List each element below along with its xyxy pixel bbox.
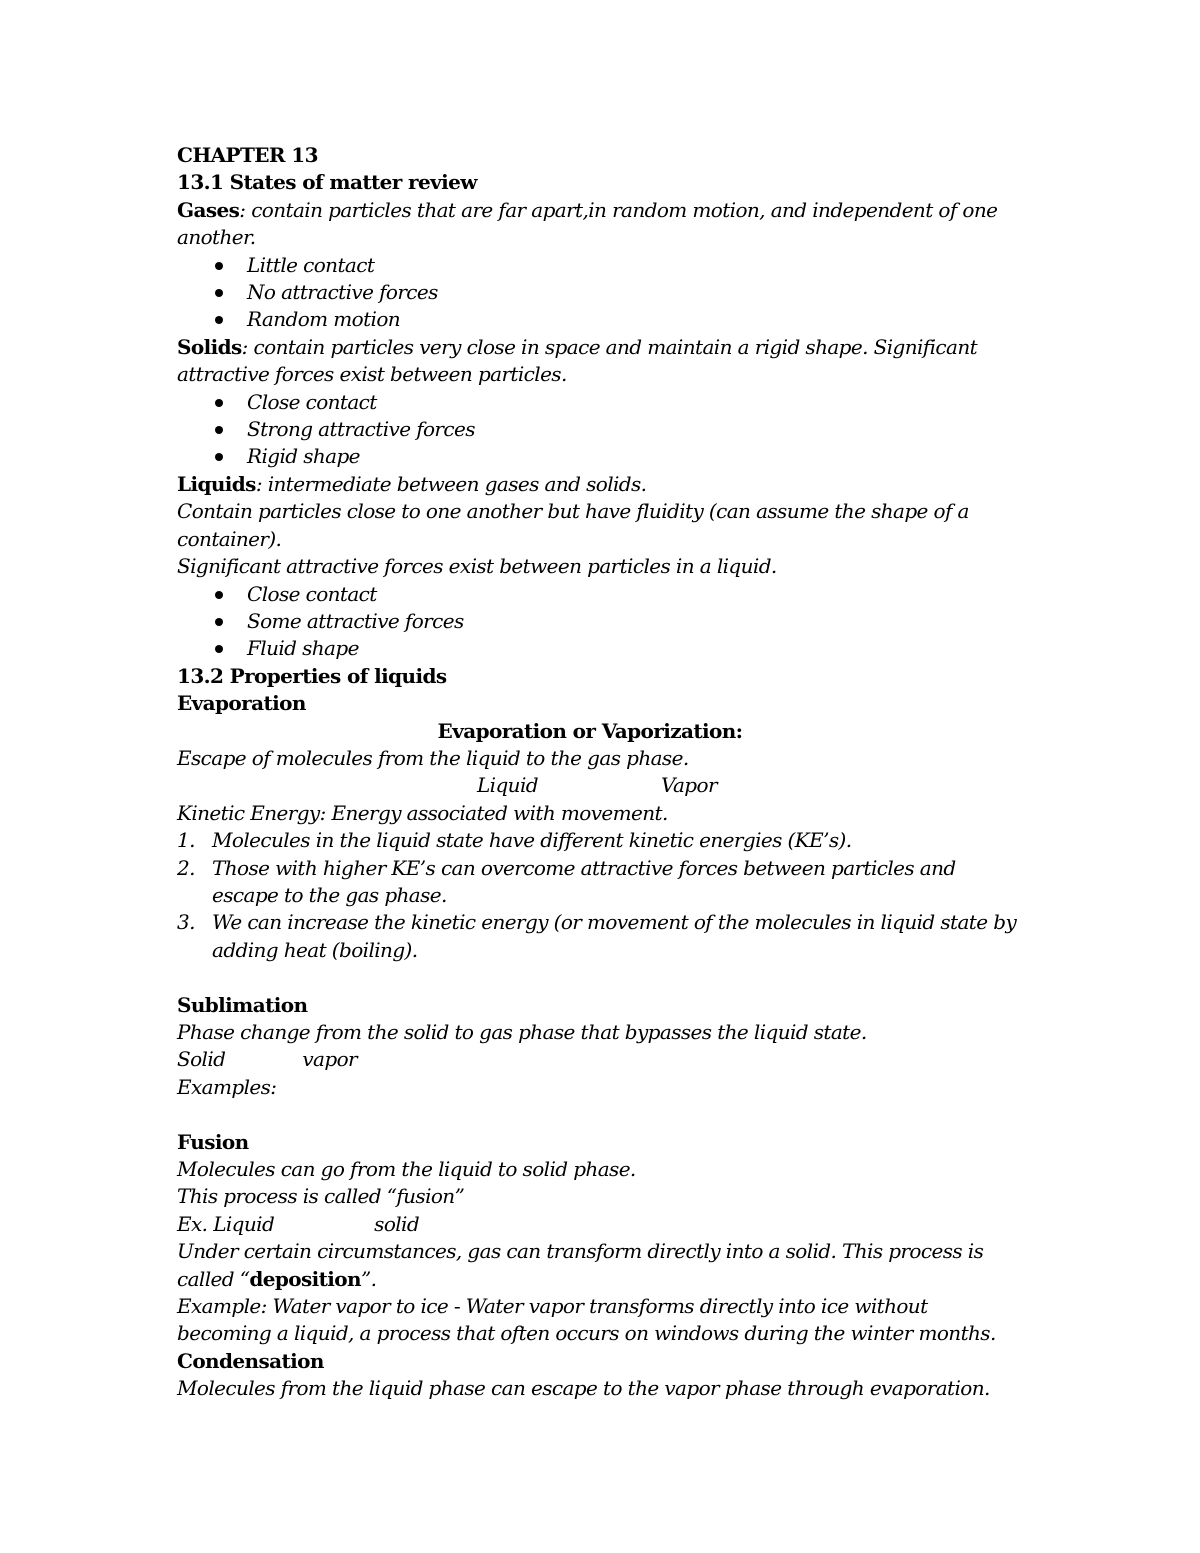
chapter-title: CHAPTER 13 xyxy=(177,143,318,167)
solids-definition xyxy=(177,334,1037,361)
bullet-item xyxy=(177,306,1037,333)
numbered-item xyxy=(177,827,1037,854)
bullet-text: Some attractive forces xyxy=(247,608,464,633)
evaporation-centered-heading: Evaporation or Vaporization: xyxy=(437,718,743,743)
bullet-item xyxy=(177,252,1037,279)
bullet-item xyxy=(177,389,1037,416)
bullet-icon xyxy=(215,618,223,626)
evaporation-equation xyxy=(177,772,1037,799)
item-number: 2. xyxy=(177,855,195,880)
fusion-equation xyxy=(177,1211,1037,1238)
bullet-text: Strong attractive forces xyxy=(247,417,475,442)
sublimation-equation xyxy=(177,1046,1037,1073)
bullet-icon xyxy=(215,262,223,270)
fusion-text: This process is called “fusion” xyxy=(177,1184,465,1209)
numbered-item xyxy=(177,909,1037,964)
deposition-text-continued xyxy=(177,1266,1037,1293)
liquids-paragraph: Contain particles close to one another but have fluidity (can assume the shape of a xyxy=(177,499,969,524)
gases-def-text: : contain particles that are far apart,in random motion, and independent of one xyxy=(239,197,998,222)
sublimation-examples: Examples: xyxy=(177,1074,277,1099)
bullet-icon xyxy=(215,591,223,599)
item-text: We can increase the kinetic energy (or movement of the molecules in liquid state by xyxy=(212,910,1017,935)
equation-from: Liquid xyxy=(477,773,538,798)
bullet-text: Rigid shape xyxy=(247,444,360,469)
bullet-icon xyxy=(215,289,223,297)
equation-to: solid xyxy=(374,1211,420,1236)
fusion-text: Molecules can go from the liquid to solid phase. xyxy=(177,1157,636,1181)
equation-from: Solid xyxy=(177,1047,226,1072)
blank-line xyxy=(177,964,1037,991)
bullet-text: Fluid shape xyxy=(247,636,359,661)
item-text-continued: adding heat (boiling). xyxy=(212,937,418,962)
item-text: Those with higher KE’s can overcome attractive forces between particles and xyxy=(212,855,956,880)
equation-to: Vapor xyxy=(660,773,717,798)
solids-term: Solids xyxy=(177,334,242,359)
condensation-heading: Condensation xyxy=(177,1348,324,1373)
liquids-definition xyxy=(177,471,1037,498)
sublimation-definition: Phase change from the solid to gas phase that bypasses the liquid state. xyxy=(177,1019,867,1044)
liquids-def-text: : intermediate between gases and solids. xyxy=(255,471,647,496)
item-number: 3. xyxy=(177,910,195,935)
bullet-item xyxy=(177,443,1037,470)
bullet-text: Close contact xyxy=(247,389,377,414)
deposition-example-continued: becoming a liquid, a process that often occurs on windows during the winter months. xyxy=(177,1321,996,1346)
bullet-icon xyxy=(215,399,223,407)
bullet-item xyxy=(177,608,1037,635)
bullet-item xyxy=(177,581,1037,608)
numbered-item xyxy=(177,855,1037,910)
gases-term: Gases xyxy=(177,197,240,222)
liquids-paragraph-continued: container). xyxy=(177,526,282,551)
solids-def-continued: attractive forces exist between particles. xyxy=(177,362,567,387)
deposition-post: ”. xyxy=(360,1266,377,1291)
fusion-heading: Fusion xyxy=(177,1129,249,1154)
item-number: 1. xyxy=(177,828,195,853)
condensation-definition: Molecules from the liquid phase can escape to the vapor phase through evaporation. xyxy=(177,1376,990,1401)
bullet-item xyxy=(177,416,1037,443)
solids-def-text: : contain particles very close in space and maintain a rigid shape. Significant xyxy=(241,334,978,359)
section-heading: 13.1 States of matter review xyxy=(177,170,477,195)
blank-line xyxy=(177,1101,1037,1128)
liquids-term: Liquids xyxy=(177,471,256,496)
bullet-item xyxy=(177,635,1037,662)
item-text-continued: escape to the gas phase. xyxy=(212,882,447,907)
bullet-icon xyxy=(215,645,223,653)
gases-def-continued: another. xyxy=(177,225,256,250)
kinetic-energy-definition: Kinetic Energy: Energy associated with movement. xyxy=(177,800,668,825)
document-body xyxy=(177,142,1037,1403)
bullet-icon xyxy=(215,426,223,434)
deposition-example: Example: Water vapor to ice - Water vapor transforms directly into ice without xyxy=(177,1294,928,1319)
deposition-pre: called “ xyxy=(177,1266,250,1291)
equation-from: Ex. Liquid xyxy=(177,1211,275,1236)
equation-to: vapor xyxy=(302,1047,357,1072)
liquids-paragraph: Significant attractive forces exist between particles in a liquid. xyxy=(177,554,777,579)
bullet-text: No attractive forces xyxy=(247,280,438,305)
section-heading: 13.2 Properties of liquids xyxy=(177,663,447,688)
evaporation-heading: Evaporation xyxy=(177,691,306,716)
bullet-icon xyxy=(215,316,223,324)
gases-definition xyxy=(177,197,1037,224)
bullet-text: Close contact xyxy=(247,581,377,606)
bullet-item xyxy=(177,279,1037,306)
sublimation-heading: Sublimation xyxy=(177,992,308,1017)
bullet-icon xyxy=(215,453,223,461)
bullet-text: Little contact xyxy=(247,252,375,277)
item-text: Molecules in the liquid state have different kinetic energies (KE’s). xyxy=(212,828,852,853)
deposition-text: Under certain circumstances, gas can transform directly into a solid. This process is xyxy=(177,1239,984,1264)
evaporation-definition: Escape of molecules from the liquid to the gas phase. xyxy=(177,745,689,770)
bullet-text: Random motion xyxy=(247,307,401,332)
deposition-term: deposition xyxy=(249,1266,361,1291)
